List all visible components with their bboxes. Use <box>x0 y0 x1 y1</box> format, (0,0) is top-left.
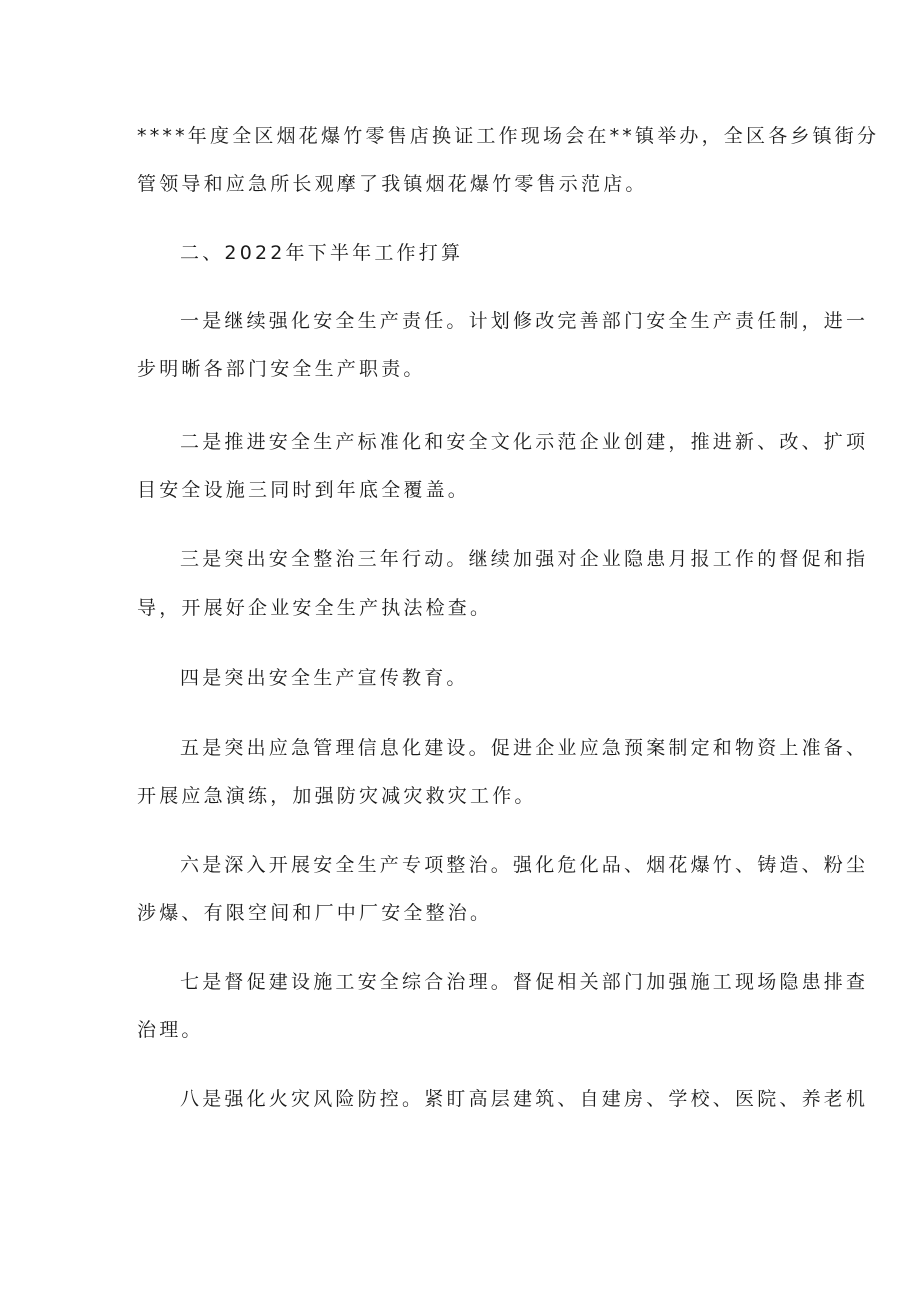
paragraph-line: 涉爆、有限空间和厂中厂安全整治。 <box>137 902 493 924</box>
paragraph-line: 开展应急演练，加强防灾减灾救灾工作。 <box>137 785 537 807</box>
paragraph-line: 步明晰各部门安全生产职责。 <box>137 358 426 380</box>
paragraph-line: 一是继续强化安全生产责任。计划修改完善部门安全生产责任制，进一 <box>180 310 869 332</box>
paragraph-line: ****年度全区烟花爆竹零售店换证工作现场会在**镇举办，全区各乡镇街分 <box>137 125 880 147</box>
paragraph-line: 管领导和应急所长观摩了我镇烟花爆竹零售示范店。 <box>137 173 648 195</box>
paragraph-line: 七是督促建设施工安全综合治理。督促相关部门加强施工现场隐患排查 <box>180 971 869 993</box>
paragraph-line: 导，开展好企业安全生产执法检查。 <box>137 597 493 619</box>
paragraph-line: 六是深入开展安全生产专项整治。强化危化品、烟花爆竹、铸造、粉尘 <box>180 854 869 876</box>
paragraph-line: 八是强化火灾风险防控。紧盯高层建筑、自建房、学校、医院、养老机 <box>180 1088 869 1110</box>
paragraph-line: 目安全设施三同时到年底全覆盖。 <box>137 479 471 501</box>
paragraph-line: 四是突出安全生产宣传教育。 <box>180 667 469 689</box>
paragraph-line: 五是突出应急管理信息化建设。促进企业应急预案制定和物资上准备、 <box>180 737 869 759</box>
paragraph-line: 治理。 <box>137 1019 204 1041</box>
paragraph-line: 二是推进安全生产标准化和安全文化示范企业创建，推进新、改、扩项 <box>180 431 869 453</box>
paragraph-line: 三是突出安全整治三年行动。继续加强对企业隐患月报工作的督促和指 <box>180 548 869 570</box>
section-heading: 二、2022年下半年工作打算 <box>180 242 464 264</box>
